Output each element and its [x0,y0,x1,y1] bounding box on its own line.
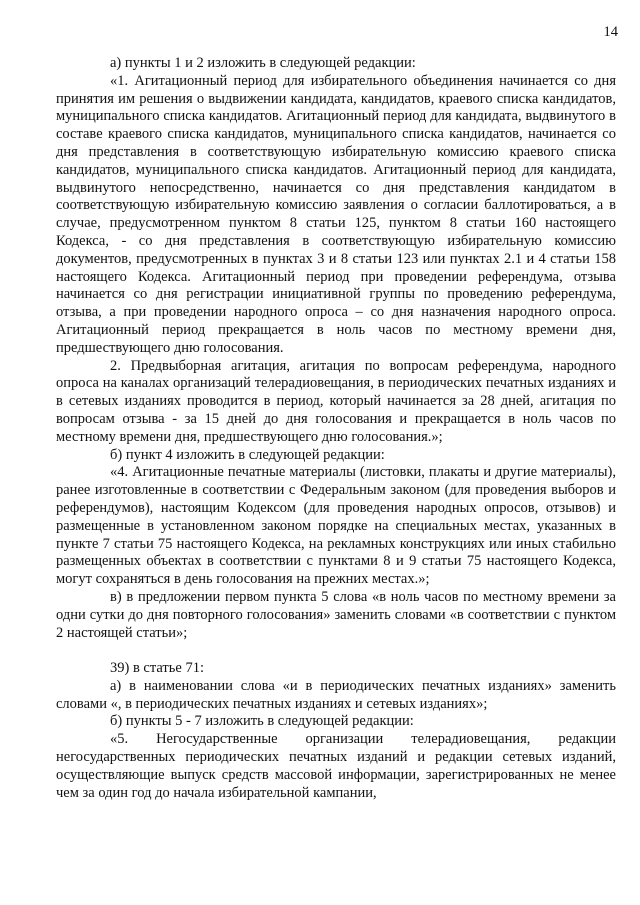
paragraph-71-item-5: «5. Негосударственные организации телерадиовещания, редакции негосударственных периодических печатных изданий и редакции сетевых изданий, осуществляющие выпуск средств массовой информации, зарегистрированных не менее чем за один год до начала избирательной кампании, [56,731,616,801]
document-body [56,55,616,802]
paragraph-item-2: 2. Предвыборная агитация, агитация по вопросам референдума, народного опроса на каналах организаций телерадиовещания, в периодических печатных изданиях и в сетевых изданиях проводится в период, который начинается за 28 дней, агитация по вопросам отзыва - за 15 дней до дня голосования и прекращается в ноль часов по местному времени дня, предшествующего дню голосования.»; [56,357,616,445]
paragraph-71-a: а) в наименовании слова «и в периодических печатных изданиях» заменить словами «, в периодических печатных изданиях и сетевых изданиях»; [56,677,616,712]
paragraph-article-71: 39) в статье 71: [110,660,204,677]
paragraph-amend-v: в) в предложении первом пункта 5 слова «в ноль часов по местному времени за одни сутки до дня повторного голосования» заменить словами «в соответствии с пунктом 2 настоящей статьи»; [56,588,616,641]
blank-line [56,642,616,660]
page-number: 14 [603,24,618,40]
paragraph-item-1: «1. Агитационный период для избирательного объединения начинается со дня принятия им решения о выдвижении кандидата, кандидатов, краевого списка кандидатов, муниципального списка кандидатов. Агитационный период для кандидата, выдвинутого в составе краевого списка кандидатов, муниципального списка кандидатов, начинается со дня представления в соответствующую избирательную комиссию краевого списка кандидатов, муниципального списка кандидатов. Агитационный период для кандидата, выдвинутого непосредственно, начинается со дня представления кандидатом в соответствующую избирательную комиссию заявления о согласии баллотироваться, а в случае, предусмотренном пунктом 8 статьи 125, пунктом 8 статьи 160 настоящего Кодекса, - со дня представления в соответствующую избирательную комиссию документов, предусмотренных в пунктах 3 и 8 статьи 123 или пунктах 2.1 и 4 статьи 158 настоящего Кодекса. Агитационный период при проведении референдума, отзыва начинается со дня регистрации инициативной группы по проведению референдума, отзыва, а при проведении народного опроса – со дня назначения народного опроса. Агитационный период прекращается в ноль часов по местному времени дня, предшествующего дню голосования. [56,72,616,356]
paragraph-71-b: б) пункты 5 - 7 изложить в следующей редакции: [110,713,414,730]
paragraph-item-4: «4. Агитационные печатные материалы (листовки, плакаты и другие материалы), ранее изготовленные в соответствии с Федеральным законом (для проведения выборов и референдумов), настоящим Кодексом (для проведения народных опросов, отзывов) и размещенные в установленном законом порядке на специальных местах, указанных в пункте 7 статьи 75 настоящего Кодекса, на рекламных конструкциях или иных стабильно размещенных объектах в соответствии с пунктами 8 и 9 статьи 75 настоящего Кодекса, могут сохраняться в день голосования на прежних местах.»; [56,464,616,588]
paragraph-amend-a: а) пункты 1 и 2 изложить в следующей редакции: [110,55,416,71]
paragraph-amend-b: б) пункт 4 изложить в следующей редакции: [110,446,385,463]
